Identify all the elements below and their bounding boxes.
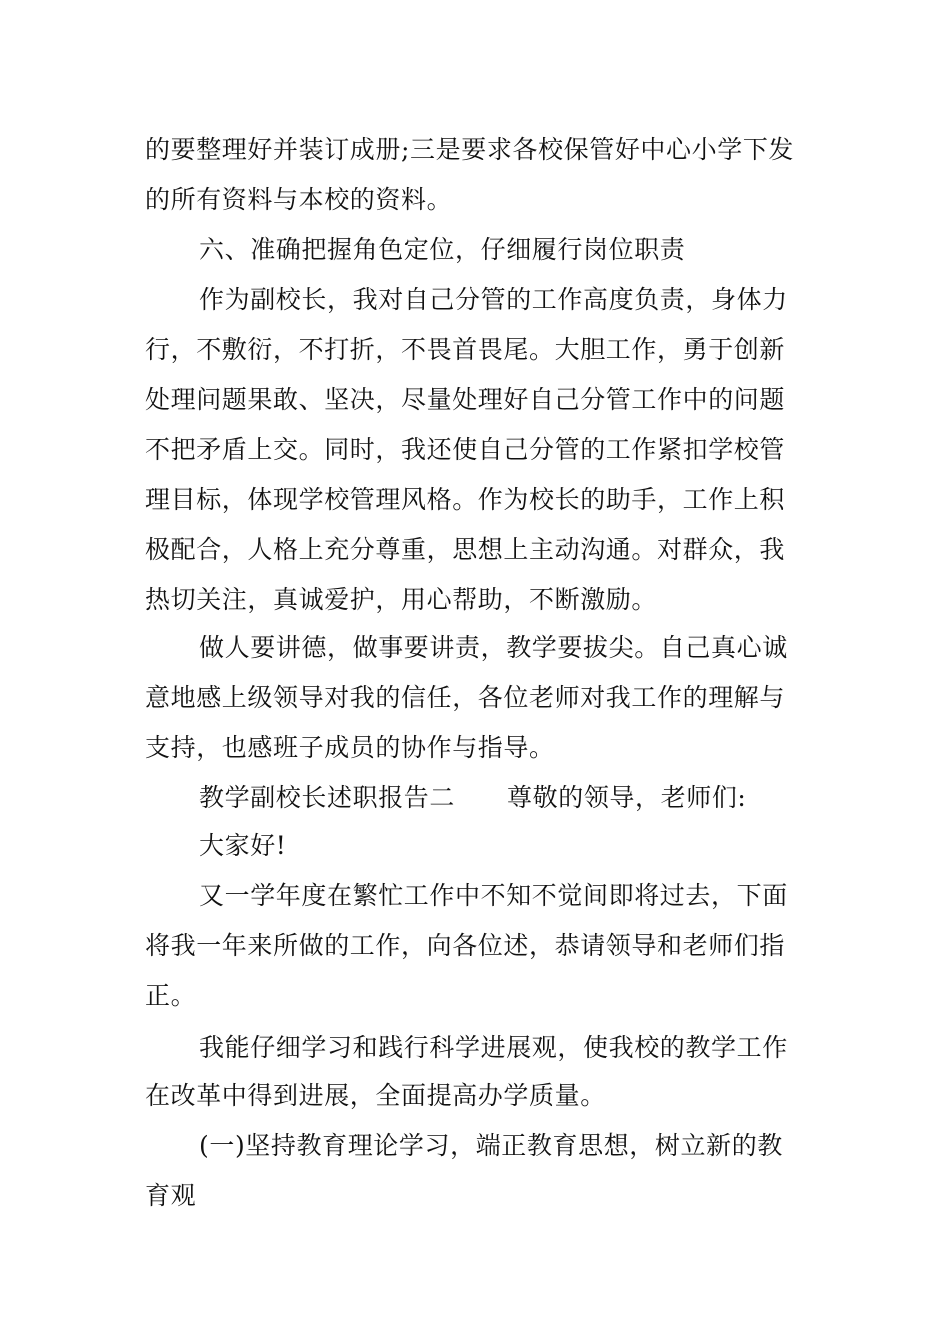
text-line: 支持，也感班子成员的协作与指导。 [145, 733, 555, 762]
text-line: 我能仔细学习和践行科学进展观，使我校的教学工作 [199, 1033, 788, 1062]
text-line: 在改革中得到进展，全面提高办学质量。 [145, 1081, 606, 1110]
text-line: 处理问题果敢、坚决，尽量处理好自己分管工作中的问题 [145, 385, 786, 414]
text-line: 的要整理好并装订成册;三是要求各校保管好中心小学下发 [145, 135, 795, 164]
text-line: 作为副校长，我对自己分管的工作高度负责，身体力 [199, 285, 788, 314]
text-line: 热切关注，真诚爱护，用心帮助，不断激励。 [145, 585, 658, 614]
section-heading: 六、准确把握角色定位，仔细履行岗位职责 [199, 235, 686, 264]
text-line: 行，不敷衍，不打折，不畏首畏尾。大胆工作，勇于创新 [145, 335, 786, 364]
text-line: 理目标，体现学校管理风格。作为校长的助手，工作上积 [145, 485, 786, 514]
text-line: 将我一年来所做的工作，向各位述，恭请领导和老师们指 [145, 931, 786, 960]
greeting: 大家好! [199, 831, 287, 860]
text-line: 正。 [145, 981, 197, 1010]
report-title-line [199, 782, 746, 814]
text-line: 极配合，人格上充分尊重，思想上主动沟通。对群众，我 [145, 535, 786, 564]
subsection-heading: (一)坚持教育理论学习，端正教育思想，树立新的教 [199, 1131, 783, 1160]
text-line: 的所有资料与本校的资料。 [145, 185, 453, 214]
text-line: 育观 [145, 1181, 197, 1210]
text-line: 做人要讲德，做事要讲责，教学要拔尖。自己真心诚 [199, 633, 788, 662]
report-title: 教学副校长述职报告二 [199, 783, 456, 812]
salutation: 尊敬的领导，老师们: [507, 783, 747, 812]
text-line: 又一学年度在繁忙工作中不知不觉间即将过去，下面 [199, 881, 788, 910]
text-line: 意地感上级领导对我的信任，各位老师对我工作的理解与 [145, 683, 786, 712]
text-line: 不把矛盾上交。同时，我还使自己分管的工作紧扣学校管 [145, 435, 786, 464]
